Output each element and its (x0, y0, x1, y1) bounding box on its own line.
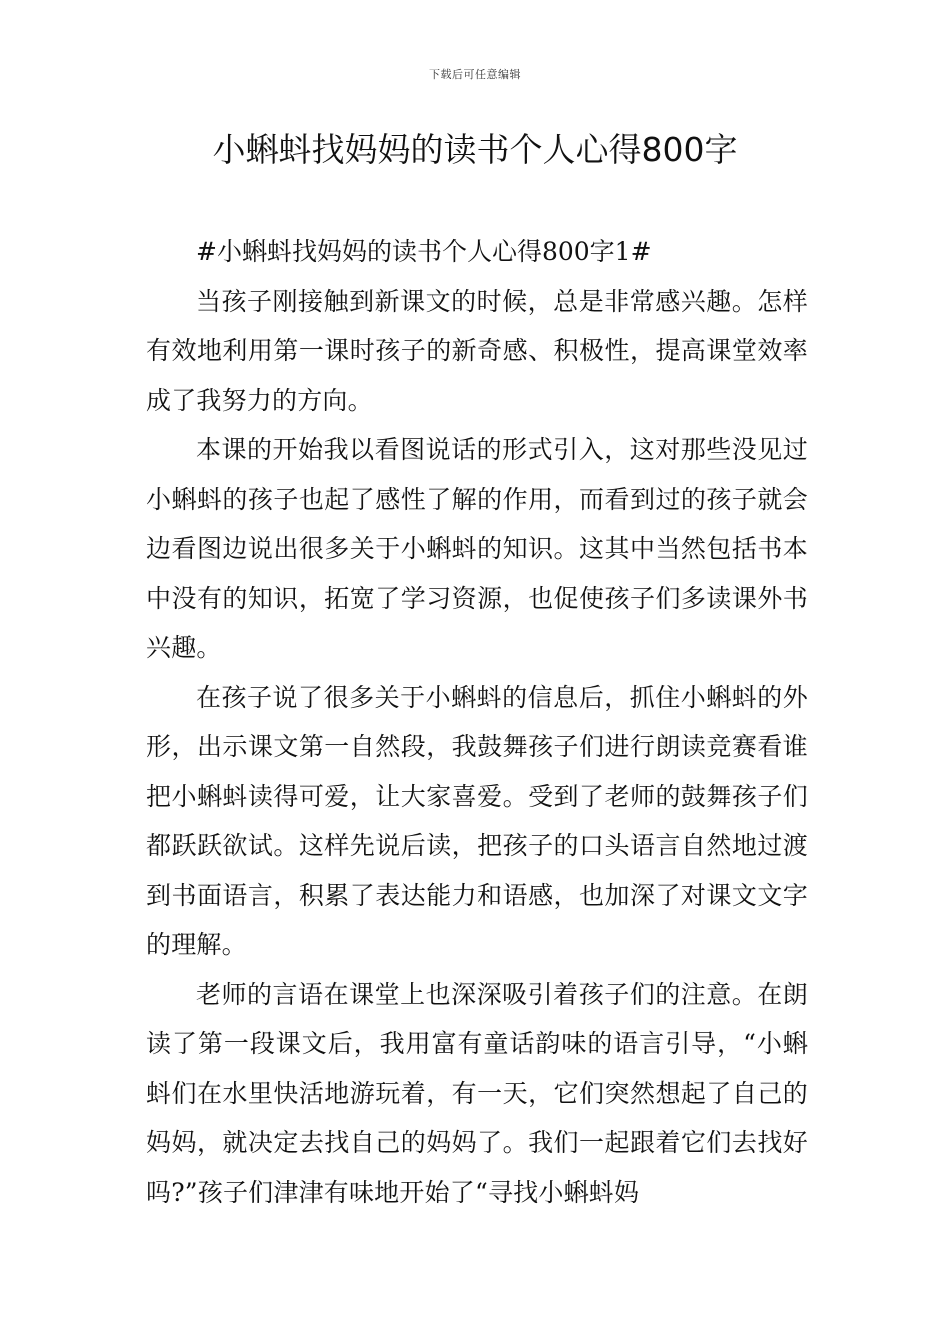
section-heading: #小蝌蚪找妈妈的读书个人心得800字1# (196, 237, 652, 266)
paragraph: 在孩子说了很多关于小蝌蚪的信息后，抓住小蝌蚪的外形，出示课文第一自然段，我鼓舞孩子们进行朗读竞赛看谁把小蝌蚪读得可爱，让大家喜爱。受到了老师的鼓舞孩子们都跃跃欲试。这样先说后读，把孩子的口头语言自然地过渡到书面语言，积累了表达能力和语感，也加深了对课文文字的理解。 (146, 682, 808, 959)
paragraph: 本课的开始我以看图说话的形式引入，这对那些没见过小蝌蚪的孩子也起了感性了解的作用，而看到过的孩子就会边看图边说出很多关于小蝌蚪的知识。这其中当然包括书本中没有的知识，拓宽了学习资源，也促使孩子们多读课外书兴趣。 (146, 435, 808, 662)
document-body (146, 227, 808, 1217)
header-note: 下载后可任意编辑 (429, 68, 521, 81)
paragraph: 老师的言语在课堂上也深深吸引着孩子们的注意。在朗读了第一段课文后，我用富有童话韵味的语言引导，“小蝌蚪们在水里快活地游玩着，有一天，它们突然想起了自己的妈妈，就决定去找自己的妈妈了。我们一起跟着它们去找好吗?”孩子们津津有味地开始了“寻找小蝌蚪妈 (146, 979, 808, 1207)
document-title: 小蝌蚪找妈妈的读书个人心得800字 (212, 130, 738, 169)
paragraph: 当孩子刚接触到新课文的时候，总是非常感兴趣。怎样有效地利用第一课时孩子的新奇感、积极性，提高课堂效率成了我努力的方向。 (146, 286, 808, 415)
